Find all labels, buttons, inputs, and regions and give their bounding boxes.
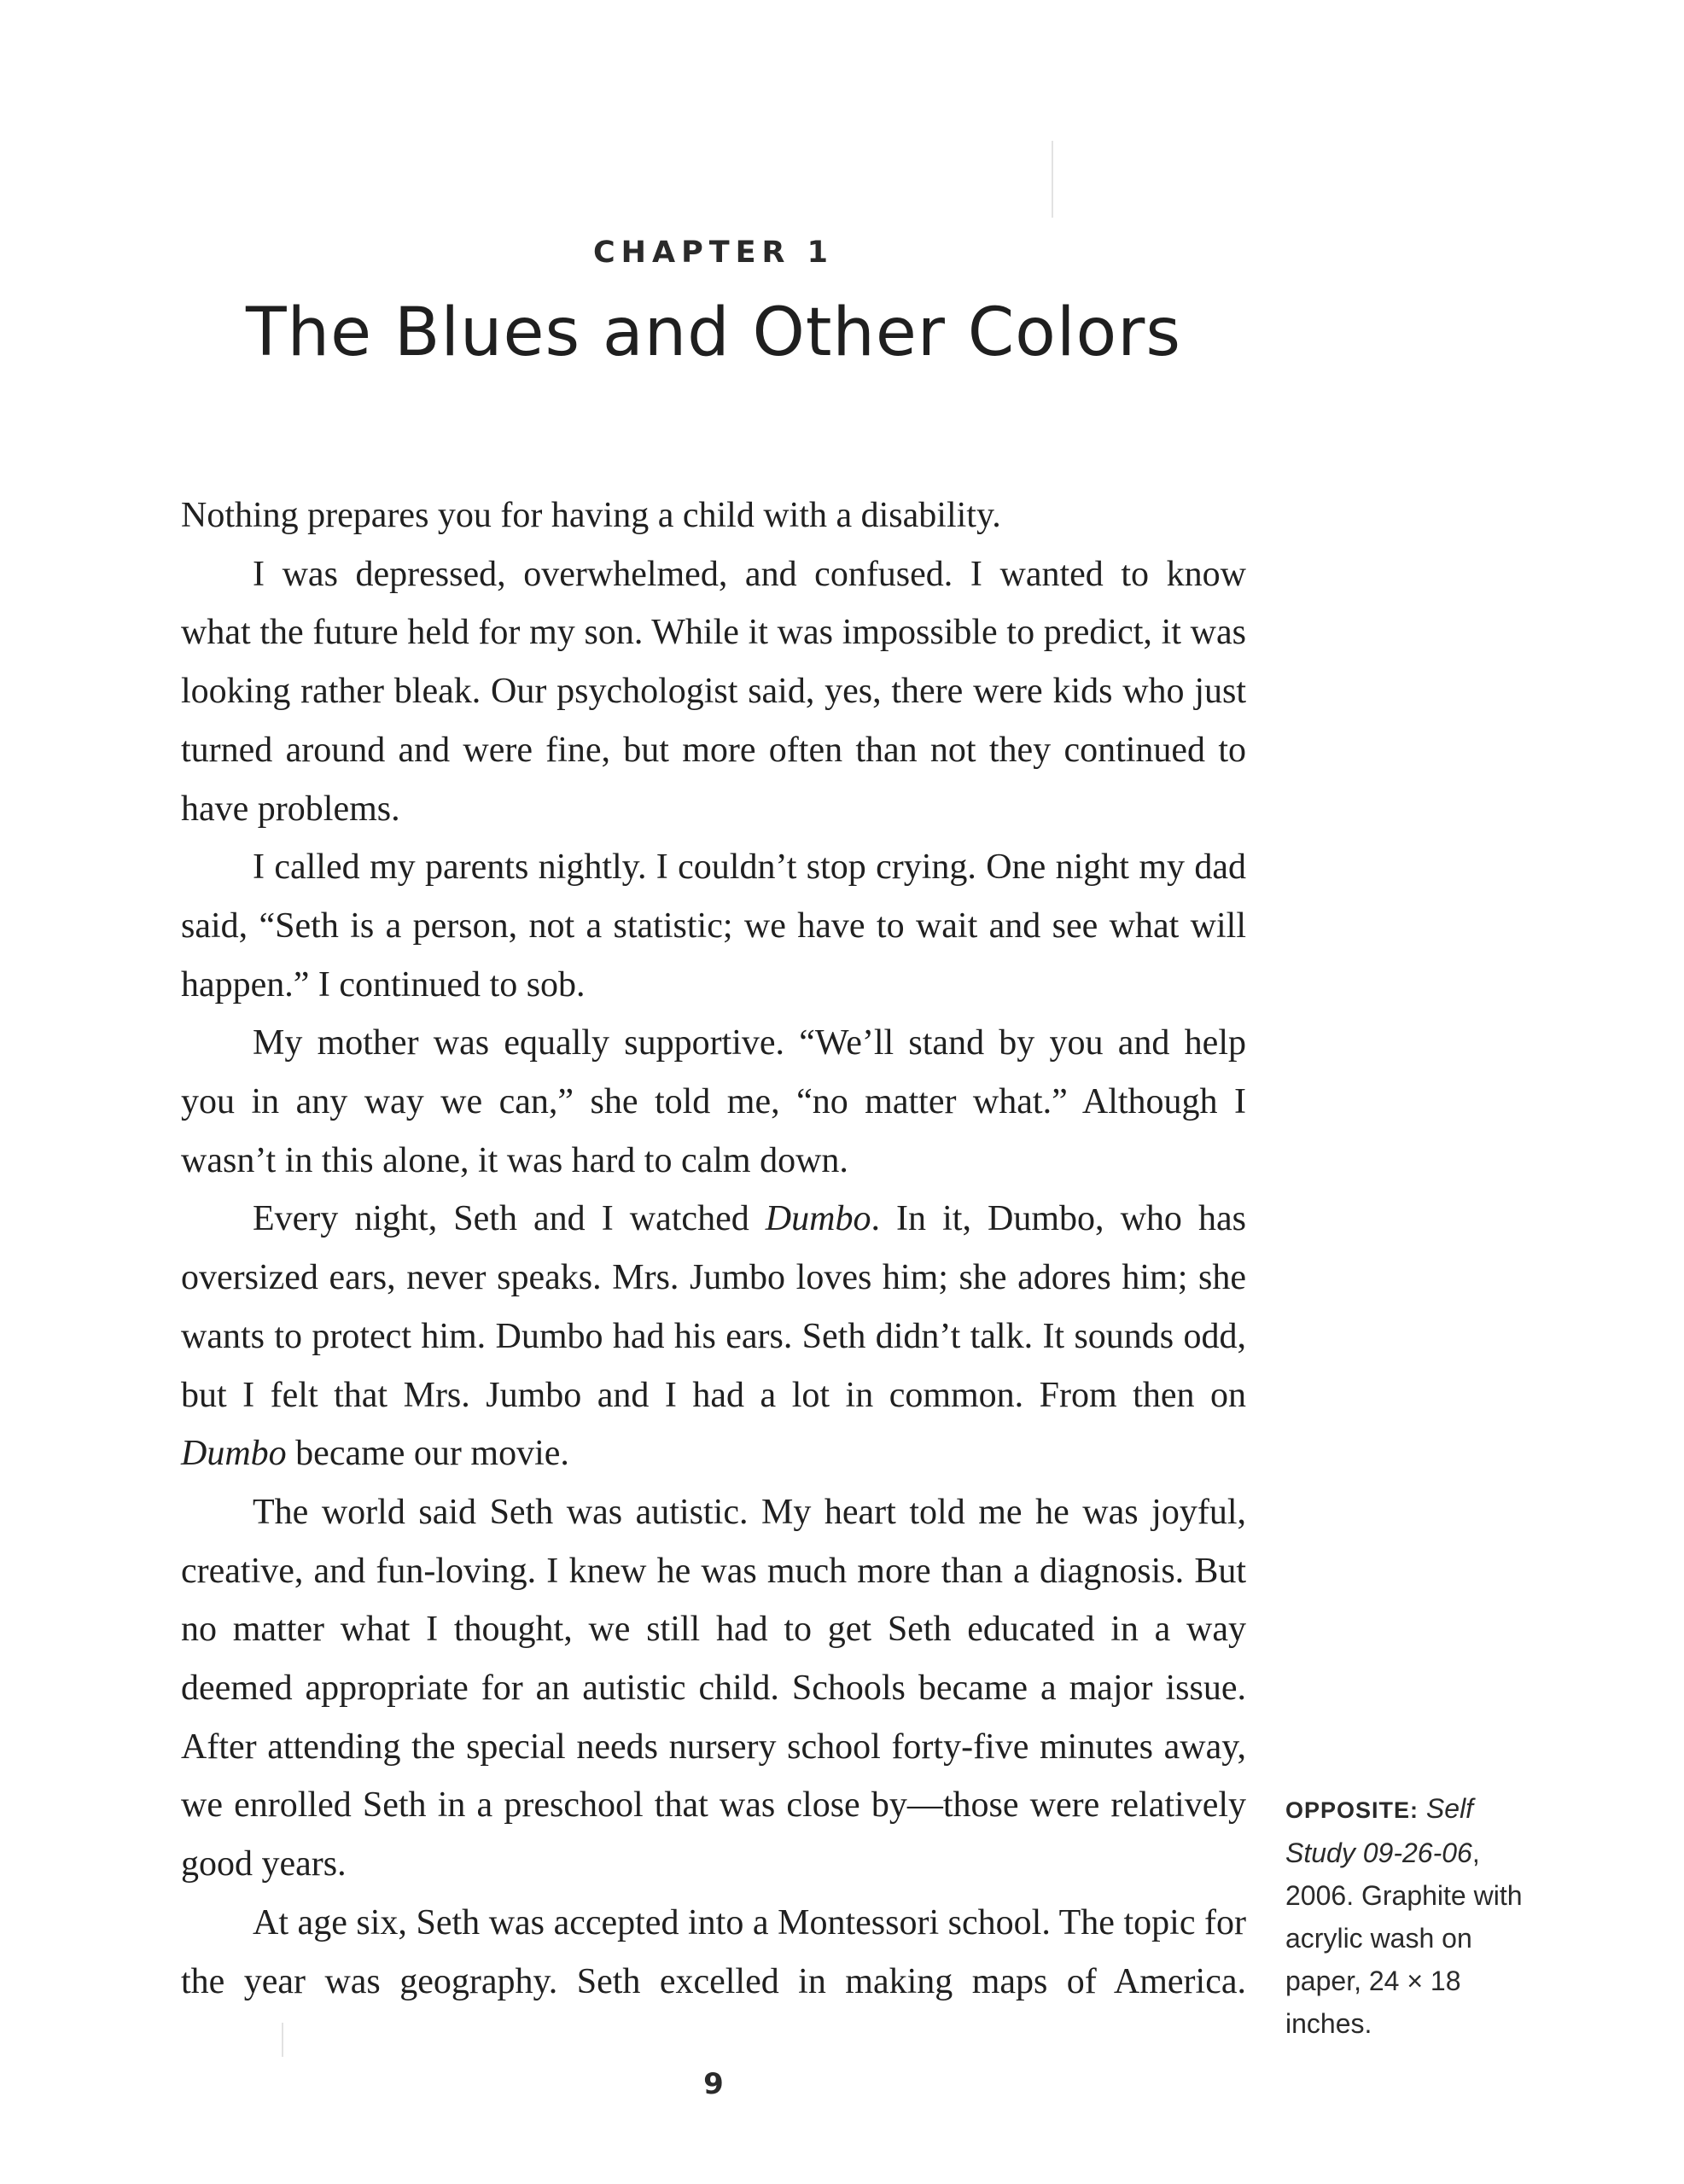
paragraph-5 — [181, 1190, 1246, 1483]
paragraph-2: I was depressed, overwhelmed, and confused. I wanted to know what the future held for my son. While it was impossible to predict, it was looking rather bleak. Our psychologist said, yes, there were kids who just turned around and were fine, but more often than not they continued to have problems. — [181, 554, 1246, 829]
caption-details: , 2006. Graphite with acrylic wash on paper, 24 × 18 inches. — [1285, 1837, 1523, 2039]
paragraph-1: Nothing prepares you for having a child with a disability. — [181, 496, 1001, 535]
paragraph-5-text: . In it, Dumbo, who has oversized ears, never speaks. Mrs. Jumbo loves him; she adores him; she wants to protect him. Dumbo had his ears. Seth didn’t talk. It sounds odd, but I felt that Mrs. Jumbo and I had a lot in common. From then on — [181, 1199, 1246, 1415]
paragraph-4: My mother was equally supportive. “We’ll stand by you and help you in any way we can,” she told me, “no matter what.” Although I wasn’t in this alone, it was hard to calm down. — [181, 1023, 1246, 1180]
movie-title: Dumbo — [181, 1434, 287, 1474]
paragraph-5-text: Every night, Seth and I watched — [253, 1199, 766, 1239]
caption-artwork-title: Self Study 09-26-06 — [1285, 1793, 1474, 1868]
artwork-caption — [1285, 1787, 1541, 2045]
page-number: 9 — [703, 2067, 724, 2101]
movie-title: Dumbo — [765, 1199, 871, 1239]
body-text — [181, 486, 1246, 2011]
scan-artifact-line — [1052, 141, 1053, 218]
caption-lead: OPPOSITE: — [1285, 1797, 1419, 1823]
paragraph-6: The world said Seth was autistic. My heart told me he was joyful, creative, and fun-loving. I knew he was much more than a diagnosis. But no matter what I thought, we still had to get Seth educated in a way deemed appropriate for an autistic child. Schools became a major issue. After attending the special needs nursery school forty-five minutes away, we enrolled Seth in a preschool that was close by—those were relatively good years. — [181, 1492, 1246, 1884]
chapter-label: CHAPTER 1 — [593, 236, 834, 270]
scan-artifact-line — [282, 2023, 283, 2057]
chapter-title: The Blues and Other Colors — [246, 294, 1181, 371]
paragraph-3: I called my parents nightly. I couldn’t stop crying. One night my dad said, “Seth is a person, not a statistic; we have to wait and see what will happen.” I continued to sob. — [181, 847, 1246, 1005]
paragraph-7: At age six, Seth was accepted into a Montessori school. The topic for the year was geography. Seth excelled in making maps of America. — [181, 1902, 1246, 2001]
paragraph-5-text: became our movie. — [286, 1434, 569, 1474]
